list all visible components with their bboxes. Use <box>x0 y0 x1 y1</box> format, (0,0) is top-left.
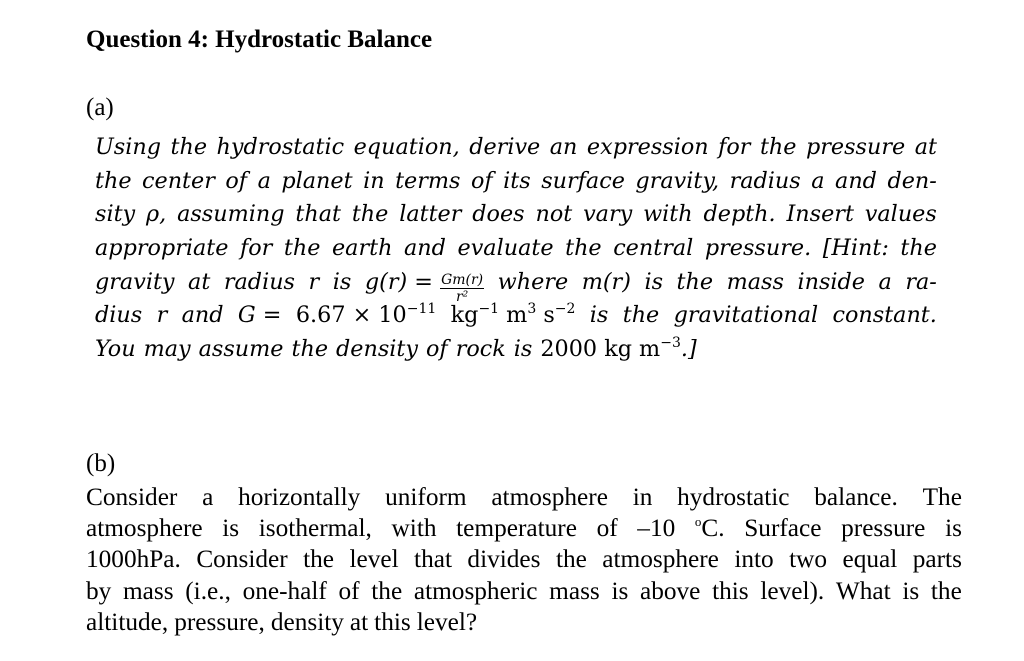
part-a-line <box>95 232 937 266</box>
word: Consider <box>86 483 178 511</box>
part-b-line <box>86 544 962 575</box>
part-b-line <box>86 607 962 638</box>
word: gravity, <box>635 167 720 194</box>
word: r <box>156 302 168 329</box>
word: at <box>914 134 937 160</box>
word: at <box>349 607 369 636</box>
word: level? <box>416 607 478 636</box>
word: one-half <box>242 576 327 605</box>
word: the <box>759 134 797 160</box>
word: (i.e., <box>185 576 231 605</box>
word: and <box>835 167 877 194</box>
word: G = <box>237 302 282 329</box>
word: evaluate <box>457 235 554 262</box>
word: the <box>170 134 208 160</box>
word: is <box>902 576 920 605</box>
word: density <box>270 607 344 636</box>
word: that <box>414 545 452 574</box>
word: the <box>95 167 132 194</box>
word: atmospheric <box>413 576 538 605</box>
word: pressure, <box>174 607 265 636</box>
word: the <box>565 235 602 262</box>
word: for <box>240 235 273 262</box>
question-title: Question 4: Hydrostatic Balance <box>86 26 433 53</box>
word: where <box>497 268 569 295</box>
word: latter <box>399 201 462 228</box>
word: atmosphere <box>491 483 608 511</box>
word: and <box>404 235 446 262</box>
word: dius <box>95 302 143 329</box>
word: is <box>611 576 629 605</box>
word: radius <box>729 167 801 194</box>
word: altitude, <box>86 607 169 636</box>
word: is <box>513 336 533 363</box>
part-b-text <box>86 482 962 638</box>
word: this <box>374 607 411 636</box>
part-a-line <box>95 198 937 232</box>
word: ρ, <box>146 201 167 228</box>
word: the <box>303 545 334 574</box>
word: with <box>643 201 693 228</box>
word: atmosphere <box>602 545 719 574</box>
word: the <box>900 235 937 262</box>
word: the <box>371 576 403 605</box>
word: divides <box>467 545 541 574</box>
word: atmosphere <box>86 514 203 543</box>
word: this <box>712 576 749 605</box>
word: mass <box>549 576 600 605</box>
word: gravity <box>95 268 175 295</box>
part-a-line <box>95 131 937 165</box>
word: density <box>336 336 418 363</box>
word: balance. <box>814 483 898 511</box>
word: mass <box>726 268 784 295</box>
word: r <box>308 268 320 295</box>
word: of <box>225 167 248 194</box>
word: surface <box>541 167 625 194</box>
word: depth. <box>703 201 776 228</box>
word: the <box>351 201 389 228</box>
word: center <box>142 167 215 194</box>
word: appropriate <box>95 235 229 262</box>
word: the <box>676 268 714 295</box>
word: a <box>811 167 825 194</box>
word: pressure. <box>704 235 812 262</box>
word: mass <box>122 576 174 605</box>
word: the <box>622 302 660 329</box>
word: a <box>257 167 271 194</box>
word: of <box>338 576 360 605</box>
word: with <box>391 514 437 543</box>
gravity-lhs: g(r) = <box>364 268 433 295</box>
part-b-line-temperature <box>86 513 962 544</box>
word: gravitational <box>673 302 819 329</box>
word: the <box>283 235 321 262</box>
g-constant-value: $6.67 \times 10^{-11}$ <box>295 301 437 329</box>
word: pressure <box>841 514 926 543</box>
celsius-unit: $^o$C. <box>694 514 725 543</box>
word: hydrostatic <box>216 134 345 160</box>
word: of <box>470 167 493 194</box>
fraction-numerator: Gm(r) <box>441 271 484 288</box>
fraction-denominator: r² <box>455 288 469 305</box>
word: hydrostatic <box>677 483 790 511</box>
part-b-label: (b) <box>86 450 116 477</box>
word: and <box>181 302 224 329</box>
word: level). <box>760 576 825 605</box>
word: equal <box>842 545 898 574</box>
word: a <box>202 483 214 511</box>
word: Surface <box>744 514 822 543</box>
word: the <box>930 576 962 605</box>
word: assume <box>198 336 284 363</box>
word: a <box>878 268 892 295</box>
density-value: 2000 kg $m^{-3}$.] <box>540 335 697 363</box>
word: the <box>555 545 587 574</box>
word: of <box>426 336 448 363</box>
word: central <box>613 235 694 262</box>
word: not <box>535 201 573 228</box>
word: two <box>789 545 828 574</box>
word: is <box>222 514 240 543</box>
word: its <box>503 167 531 194</box>
word: for <box>718 134 751 160</box>
word: is <box>589 302 609 329</box>
word: Consider <box>196 545 288 574</box>
part-a-line-gravity <box>95 266 937 305</box>
word: What <box>835 576 891 605</box>
word: vary <box>583 201 633 228</box>
word: at <box>188 268 211 295</box>
word: The <box>922 483 962 511</box>
word: is <box>332 268 352 295</box>
word: m(r) <box>581 268 631 295</box>
part-a-line <box>95 165 937 199</box>
word: You <box>95 336 136 363</box>
word: radius <box>223 268 296 295</box>
word: inside <box>797 268 865 295</box>
word: the <box>291 336 329 363</box>
word: equation, <box>353 134 460 160</box>
part-a-line-constant <box>95 299 937 333</box>
word: into <box>734 545 774 574</box>
word: temperature <box>456 514 577 543</box>
word: in <box>363 167 385 194</box>
word: does <box>472 201 525 228</box>
word: assuming <box>177 201 285 228</box>
word: uniform <box>385 483 467 511</box>
g-constant-units: $kg^{-1}$ $m^3$ $s^{-2}$ <box>450 301 576 329</box>
gravity-expression <box>365 266 484 304</box>
word: expression <box>586 134 709 160</box>
word: den- <box>887 167 937 194</box>
word: in <box>632 483 653 511</box>
word: horizontally <box>238 483 361 511</box>
word: pressure <box>805 134 906 160</box>
word: that <box>295 201 341 228</box>
word: derive <box>469 134 541 160</box>
word: by <box>86 576 112 605</box>
word: planet <box>281 167 353 194</box>
word: parts <box>912 545 962 574</box>
word: earth <box>331 235 393 262</box>
word: is <box>945 514 962 543</box>
part-b-line <box>86 482 962 513</box>
word: above <box>640 576 701 605</box>
part-a-label: (a) <box>86 94 114 121</box>
word: values <box>864 201 937 228</box>
part-a-line-density <box>95 333 937 367</box>
word: [Hint: <box>822 235 889 262</box>
word: 1000hPa. <box>86 545 181 574</box>
word: constant. <box>832 302 937 329</box>
word: Insert <box>786 201 854 228</box>
word: level <box>349 545 399 574</box>
word: ra- <box>905 268 937 295</box>
word: is <box>644 268 664 295</box>
word: terms <box>395 167 461 194</box>
part-b-line <box>86 576 962 607</box>
word: may <box>143 336 191 363</box>
word: –10 <box>637 514 676 543</box>
word: Using <box>95 134 161 160</box>
word: an <box>549 134 578 160</box>
part-a-text <box>95 131 937 367</box>
word: sity <box>95 201 136 228</box>
word: isothermal, <box>258 514 372 543</box>
word: of <box>596 514 618 543</box>
word: rock <box>455 336 506 363</box>
